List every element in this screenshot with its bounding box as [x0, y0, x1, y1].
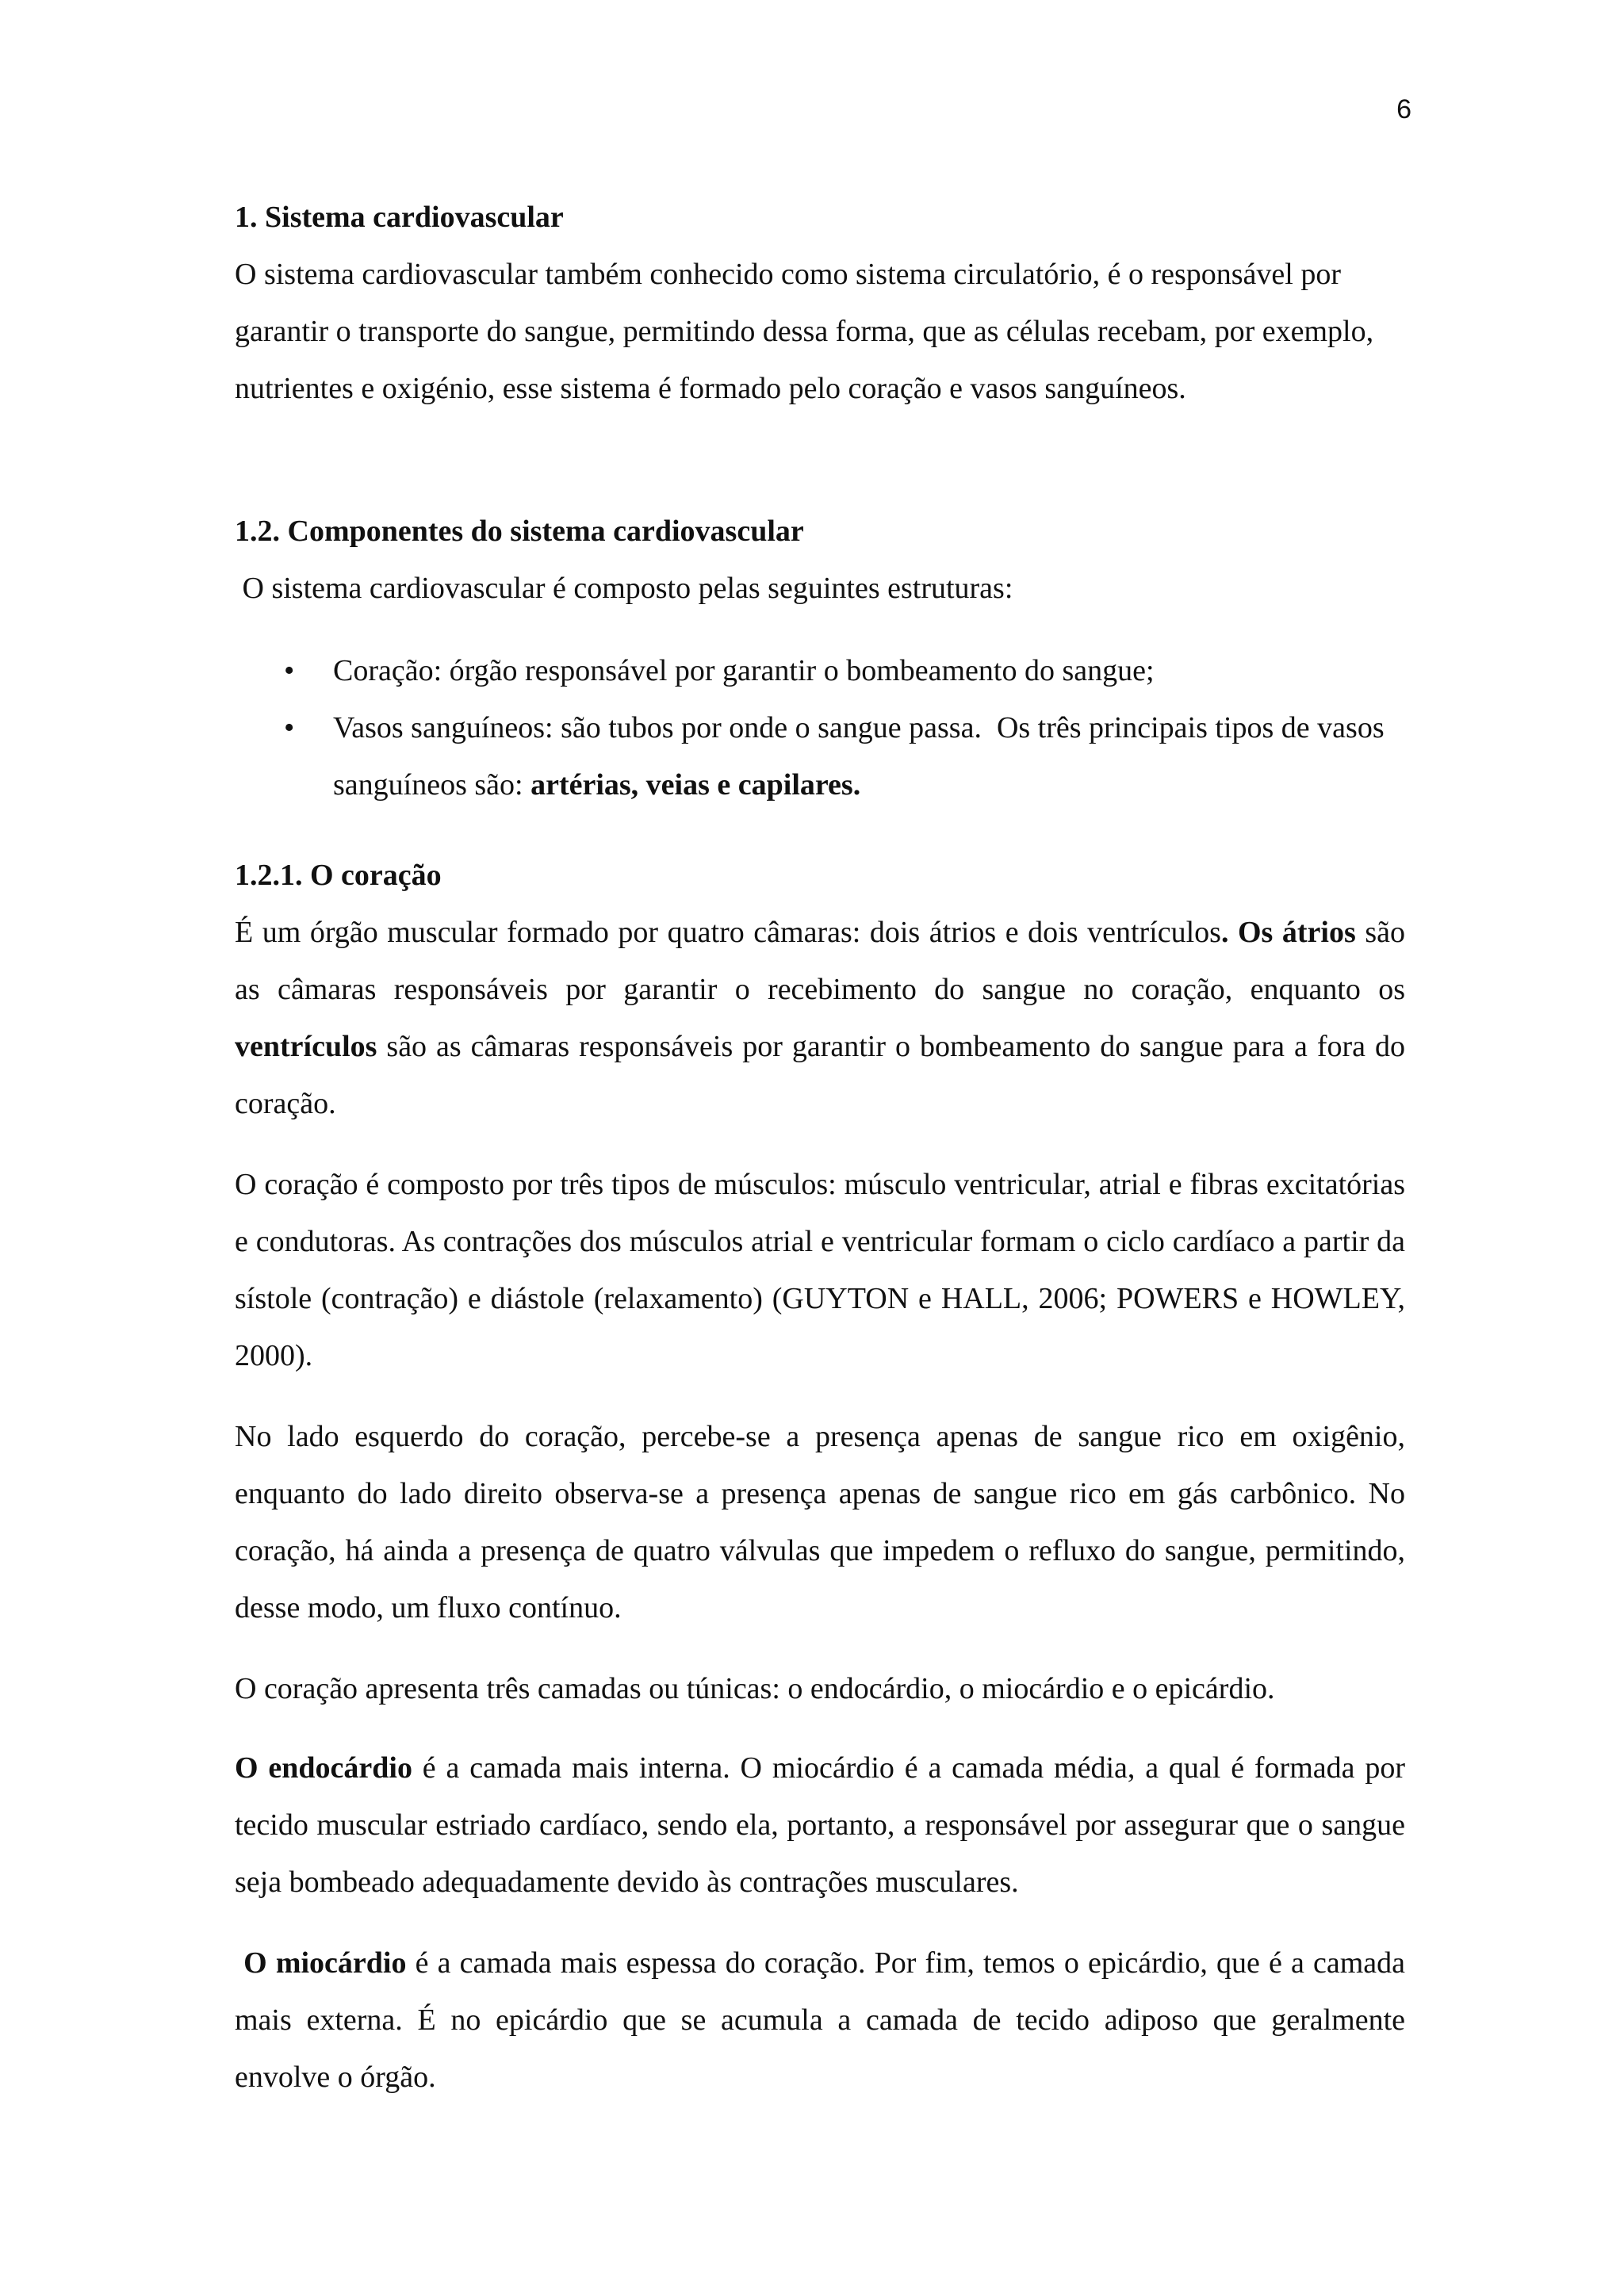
text-run: É um órgão muscular formado por quatro câmaras: dois átrios e dois ventrículos	[235, 916, 1221, 949]
page-number: 6	[1396, 94, 1411, 124]
bold-run-miocardio: O miocárdio	[235, 1946, 407, 1980]
bullet-icon: •	[284, 711, 295, 744]
bold-run-ventriculos: ventrículos	[235, 1030, 377, 1063]
section-heading-o-coracao: 1.2.1. O coração	[235, 859, 442, 892]
paragraph-endocardio	[235, 1739, 1405, 1911]
text-run: são as câmaras responsáveis por garantir o recebimento do sangue no coração, enquanto os	[235, 916, 1405, 1006]
bold-run-endocardio: O endocárdio	[235, 1751, 412, 1785]
paragraph-tipos-musculos: O coração é composto por três tipos de músculos: músculo ventricular, atrial e fibras excitatórias e condutoras. As contrações dos músculos atrial e ventricular formam o ciclo cardíaco a partir da sístole (contração) e diástole (relaxamento) (GUYTON e HALL, 2006; POWERS e HOWLEY, 2000).	[235, 1168, 1405, 1372]
bold-run-os-atrios: . Os átrios	[1220, 916, 1356, 949]
list-item	[235, 642, 1405, 699]
text-run: é a camada mais interna. O miocárdio é a camada média, a qual é formada por tecido muscular estriado cardíaco, sendo ela, portanto, a responsável por assegurar que o sangue seja bombeado adequadamente devido às contrações musculares.	[235, 1751, 1405, 1899]
bullet-icon: •	[284, 654, 295, 687]
text-run: é a camada mais espessa do coração. Por fim, temos o epicárdio, que é a camada mais externa. É no epicárdio que se acumula a camada de tecido adiposo que geralmente envolve o órgão.	[235, 1946, 1413, 2094]
section-heading-componentes: 1.2. Componentes do sistema cardiovascular	[235, 515, 804, 548]
list-item-text: Coração: órgão responsável por garantir o bombeamento do sangue;	[333, 654, 1155, 687]
list-item-text: Vasos sanguíneos: são tubos por onde o sangue passa. Os três principais tipos de vasos sanguíneos são:	[333, 711, 1392, 802]
section-heading-sistema-cardiovascular: 1. Sistema cardiovascular	[235, 201, 564, 234]
paragraph-camadas: O coração apresenta três camadas ou túnicas: o endocárdio, o miocárdio e o epicárdio.	[235, 1672, 1275, 1705]
paragraph-miocardio	[235, 1934, 1413, 2106]
text-run: são as câmaras responsáveis por garantir o bombeamento do sangue para a fora do coração.	[235, 1030, 1405, 1120]
paragraph-lados-coracao: No lado esquerdo do coração, percebe-se a presença apenas de sangue rico em oxigênio, enquanto do lado direito observa-se a presença apenas de sangue rico em gás carbônico. No coração, há ainda a presença de quatro válvulas que impedem o refluxo do sangue, permitindo, desse modo, um fluxo contínuo.	[235, 1420, 1405, 1624]
component-list	[235, 642, 1405, 813]
list-item-bold-text: artérias, veias e capilares.	[530, 768, 861, 802]
paragraph-coracao-camaras	[235, 904, 1405, 1132]
paragraph-sistema-cardiovascular: O sistema cardiovascular também conhecido como sistema circulatório, é o responsável por garantir o transporte do sangue, permitindo dessa forma, que as células recebam, por exemplo, nutrientes e oxigénio, esse sistema é formado pelo coração e vasos sanguíneos.	[235, 258, 1374, 405]
paragraph-componentes-intro: O sistema cardiovascular é composto pelas seguintes estruturas:	[235, 572, 1013, 605]
list-item	[235, 699, 1405, 813]
